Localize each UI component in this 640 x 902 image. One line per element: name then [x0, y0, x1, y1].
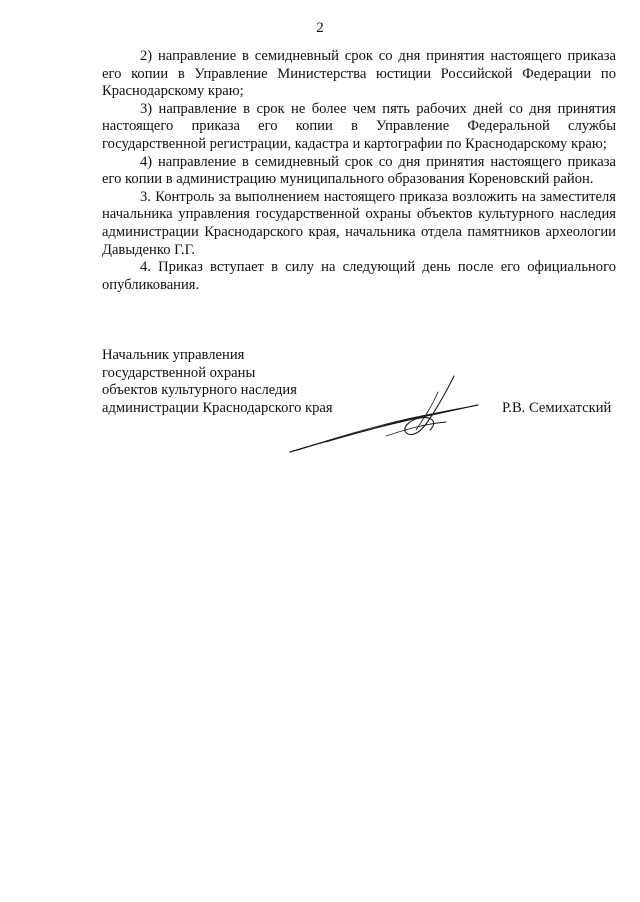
signatory-title-line: Начальник управления — [102, 347, 245, 363]
paragraph-item-3: 3) направление в срок не более чем пять рабочих дней со дня принятия настоящего приказа его копии в Управление Федеральной службы государственной регистрации, кадастра и картографии по Краснодарскому краю; — [102, 100, 616, 152]
paragraph-control-clause: 3. Контроль за выполнением настоящего приказа возложить на заместителя начальника управления государственной охраны объектов культурного наследия администрации Краснодарского края, начальника отдела памятников археологии Давыденко Г.Г. — [102, 188, 616, 258]
signatory-title-line: объектов культурного наследия — [102, 382, 297, 398]
document-body — [102, 48, 616, 294]
page-number: 2 — [316, 20, 324, 36]
signer-name: Р.В. Семихатский — [502, 400, 612, 416]
signatory-title-line: государственной охраны — [102, 364, 256, 381]
paragraph-item-4: 4) направление в семидневный срок со дня принятия настоящего приказа его копии в администрацию муниципального образования Кореновский район. — [102, 153, 616, 188]
handwritten-signature — [286, 372, 486, 462]
signatory-title-line: администрации Краснодарского края — [102, 399, 333, 416]
paragraph-item-2: 2) направление в семидневный срок со дня принятия настоящего приказа его копии в Управление Министерства юстиции Российской Федерации по Краснодарскому краю; — [102, 48, 616, 100]
paragraph-effective-date: 4. Приказ вступает в силу на следующий день после его официального опубликования. — [102, 259, 616, 293]
